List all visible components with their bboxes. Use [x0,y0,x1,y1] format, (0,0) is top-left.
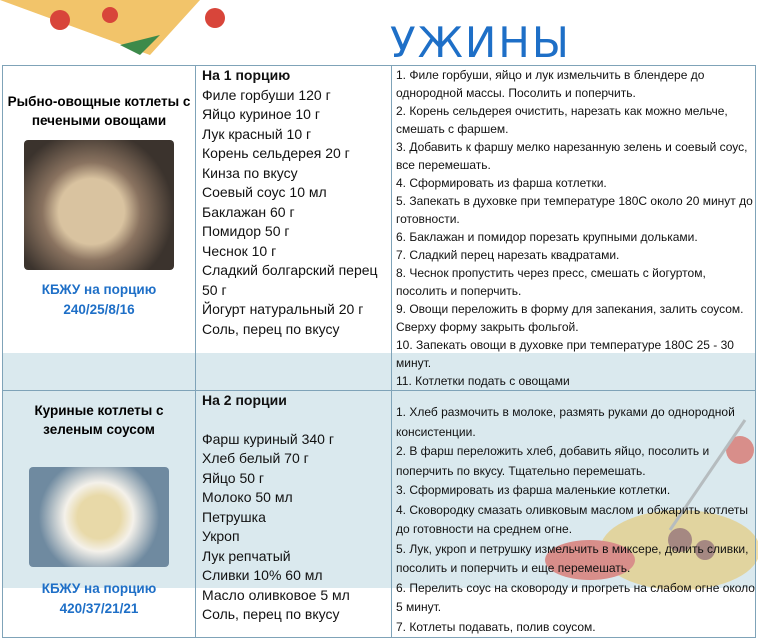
ingredient-item: Сливки 10% 60 мл [202,567,323,583]
ingredient-item: Помидор 50 г [202,223,290,239]
ingredient-item: Йогурт натуральный 20 г [202,301,364,317]
kbju-label: КБЖУ на порцию [41,581,157,596]
ingredient-item: Молоко 50 мл [202,489,293,505]
step-item: 2. Корень сельдерея очистить, нарезать как можно мельче, смешать с фаршем. [396,104,728,136]
step-item: 4. Сформировать из фарша котлетки. [396,176,607,190]
dish-photo [29,467,169,567]
ingredient-item: Филе горбуши 120 г [202,86,331,103]
step-item: 8. Чеснок пропустить через пресс, смешать с йогуртом, посолить и поперчить. [396,266,706,298]
step-item: 1. Хлеб размочить в молоке, размять руками до однородной консистенции. [396,405,735,439]
ingredient-item: Хлеб белый 70 г [202,450,309,466]
ingredient-item: Лук красный 10 г [202,125,312,142]
ingredient-item: Яйцо 50 г [202,469,265,486]
ingredient-item: Масло оливковое 5 мл [202,586,350,603]
ingredients-list [202,86,391,340]
steps-list [396,403,755,637]
ingredient-item: Лук репчатый [202,547,291,564]
step-item: 4. Сковородку смазать оливковым маслом и обжарить котлеты до готовности на среднем огне. [396,502,749,536]
step-item: 5. Запекать в духовке при температуре 180С около 20 минут до готовности. [396,194,753,226]
dish-photo [24,140,174,270]
ingredient-item: Фарш куриный 340 г [202,430,334,447]
ingredient-item: Соль, перец по вкусу [202,320,340,337]
step-item: 7. Котлеты подавать, полив соусом. [396,619,596,634]
step-item: 1. Филе горбуши, яйцо и лук измельчить в блендере до однородной массы. Посолить и поперчить. [396,68,705,100]
dish-name: Куриные котлеты с зеленым соусом [34,403,164,437]
ingredient-item: Чеснок 10 г [202,242,277,259]
recipe-row [3,66,756,391]
ingredient-item: Соль, перец по вкусу [202,606,340,622]
step-item: 11. Котлетки подать с овощами [396,374,570,388]
kbju-label: КБЖУ на порцию [41,282,157,297]
ingredient-item: Яйцо куриное 10 г [202,106,320,122]
kbju-value: 240/25/8/16 [63,302,135,317]
step-item: 10. Запекать овощи в духовке при температуре 180С 25 - 30 минут. [396,338,734,370]
step-item: 5. Лук, укроп и петрушку измельчить в миксере, долить сливки, посолить и поперчить и еще перемешать. [396,541,749,575]
ingredient-item: Сладкий болгарский перец 50 г [202,262,378,298]
step-item: 2. В фарш переложить хлеб, добавить яйцо, посолить и поперчить по вкусу. Тщательно перемешать. [396,444,710,478]
food-illustration-top-left [0,0,250,70]
page-title: УЖИНЫ [390,18,571,67]
portion-label: На 1 порцию [202,67,291,83]
step-item: 3. Добавить к фаршу мелко нарезанную зелень и соевый соус, все перемешать. [396,140,748,172]
step-item: 9. Овощи переложить в форму для запекания, залить соусом. Сверху форму закрыть фольгой. [396,302,744,334]
ingredient-item: Укроп [202,528,240,544]
ingredients-list [202,430,391,625]
ingredient-item: Баклажан 60 г [202,203,295,220]
step-item: 6. Перелить соус на сковороду и прогреть на слабом огне около 5 минут. [396,580,755,614]
step-item: 3. Сформировать из фарша маленькие котлетки. [396,483,671,497]
recipes-table [2,65,756,638]
portion-label: На 2 порции [202,392,287,408]
ingredient-item: Кинза по вкусу [202,164,298,181]
dish-name: Рыбно-овощные котлеты с печеными овощами [7,94,191,128]
steps-list [396,66,755,390]
step-item: 6. Баклажан и помидор порезать крупными дольками. [396,230,698,244]
kbju-value: 420/37/21/21 [59,601,139,616]
ingredient-item: Соевый соус 10 мл [202,184,327,200]
ingredient-item: Петрушка [202,508,266,525]
recipe-row [3,391,756,638]
ingredient-item: Корень сельдерея 20 г [202,145,350,161]
step-item: 7. Сладкий перец нарезать квадратами. [396,248,620,262]
